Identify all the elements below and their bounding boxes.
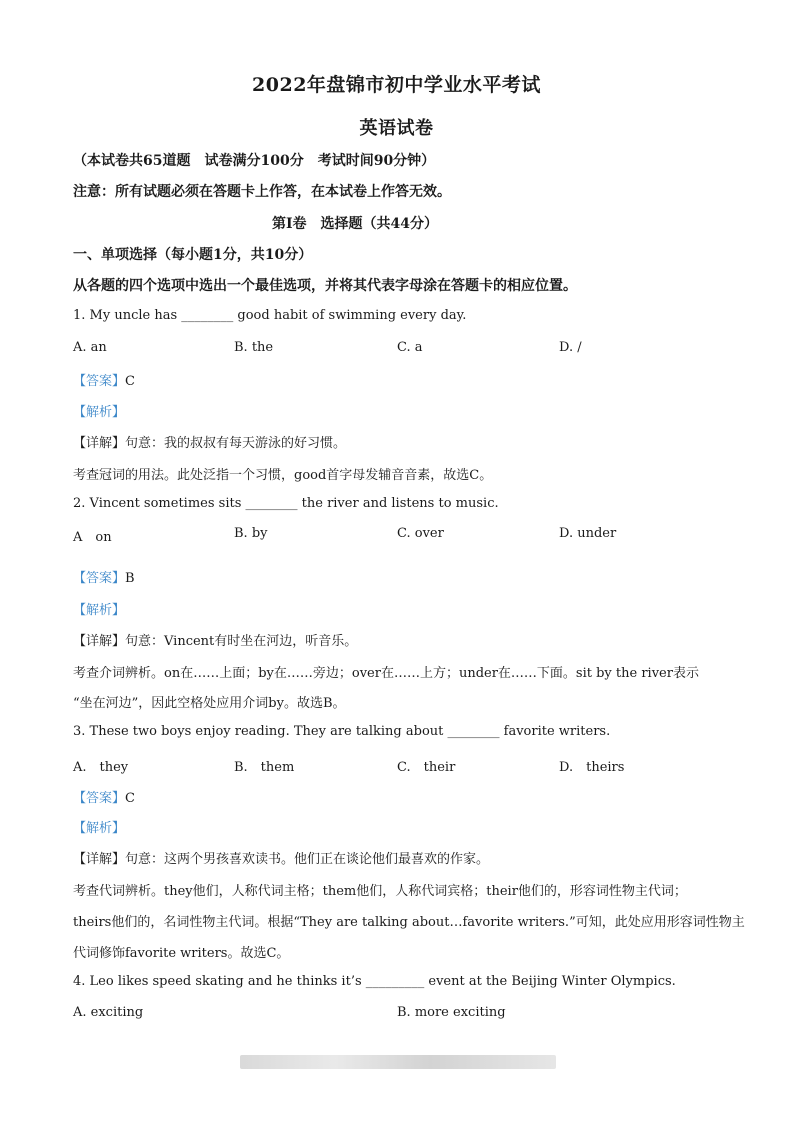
section-heading: 一、单项选择（每小题1分，共10分） bbox=[73, 247, 313, 263]
question-2-explain-1: 考查介词辨析。on在……上面；by在……旁边；over在……上方；under在……下面。sit by the river表示 bbox=[73, 666, 699, 681]
question-3-option-b: B. them bbox=[234, 760, 295, 775]
question-1-option-b: B. the bbox=[234, 340, 274, 355]
question-3-detail bbox=[73, 848, 489, 867]
exam-notice: 注意：所有试题必须在答题卡上作答，在本试卷上作答无效。 bbox=[73, 184, 451, 200]
question-3-option-d: D. theirs bbox=[559, 760, 625, 775]
answer-value: B bbox=[125, 571, 135, 586]
question-2-stem: 2. Vincent sometimes sits ________ the river and listens to music. bbox=[73, 496, 499, 511]
question-2-option-b: B. by bbox=[234, 526, 268, 541]
question-4-option-b: B. more exciting bbox=[397, 1005, 506, 1020]
question-3-analysis-label: 【解析】 bbox=[73, 821, 126, 836]
question-3-stem: 3. These two boys enjoy reading. They are talking about ________ favorite writers. bbox=[73, 724, 611, 739]
question-1-option-d: D. / bbox=[559, 340, 582, 355]
question-2-detail bbox=[73, 630, 357, 649]
question-1-stem: 1. My uncle has ________ good habit of swimming every day. bbox=[73, 308, 467, 323]
question-1-option-a: A. an bbox=[73, 340, 107, 355]
question-3-answer bbox=[73, 787, 135, 806]
detail-text: 句意：Vincent有时坐在河边，听音乐。 bbox=[125, 634, 358, 649]
detail-text: 句意：这两个男孩喜欢读书。他们正在谈论他们最喜欢的作家。 bbox=[125, 852, 490, 867]
question-3-explain-3: 代词修饰favorite writers。故选C。 bbox=[73, 946, 290, 961]
answer-value: C bbox=[125, 791, 135, 806]
question-3-option-a: A. they bbox=[73, 760, 129, 775]
question-2-option-c: C. over bbox=[397, 526, 444, 541]
question-1-detail bbox=[73, 432, 346, 451]
question-1-answer bbox=[73, 370, 135, 389]
exam-info: （本试卷共65道题 试卷满分100分 考试时间90分钟） bbox=[73, 153, 436, 169]
question-3-explain-1: 考查代词辨析。they他们，人称代词主格；them他们，人称代词宾格；their他们的，形容词性物主代词； bbox=[73, 884, 687, 899]
question-1-explain-1: 考查冠词的用法。此处泛指一个习惯，good首字母发辅音音素，故选C。 bbox=[73, 468, 493, 483]
question-4-option-a: A. exciting bbox=[73, 1005, 144, 1020]
question-3-option-c: C. their bbox=[397, 760, 456, 775]
page-title: 2022年盘锦市初中学业水平考试 bbox=[252, 74, 541, 96]
section-instruction: 从各题的四个选项中选出一个最佳选项，并将其代表字母涂在答题卡的相应位置。 bbox=[73, 278, 577, 294]
question-3-explain-2: theirs他们的，名词性物主代词。根据“They are talking about…favorite writers.”可知，此处应用形容词性物主 bbox=[73, 915, 745, 930]
answer-value: C bbox=[125, 374, 135, 389]
detail-label: 【详解】 bbox=[73, 436, 126, 451]
page-subtitle: 英语试卷 bbox=[359, 118, 434, 139]
question-1-option-c: C. a bbox=[397, 340, 423, 355]
question-2-answer bbox=[73, 567, 135, 586]
question-1-analysis-label: 【解析】 bbox=[73, 405, 126, 420]
question-2-option-a: A on bbox=[73, 530, 112, 545]
detail-text: 句意：我的叔叔有每天游泳的好习惯。 bbox=[125, 436, 347, 451]
answer-label: 【答案】 bbox=[73, 571, 126, 586]
question-2-explain-2: “坐在河边”，因此空格处应用介词by。故选B。 bbox=[73, 696, 346, 711]
footer-watermark bbox=[240, 1055, 556, 1069]
question-4-stem: 4. Leo likes speed skating and he thinks it’s _________ event at the Beijing Winter Olympics. bbox=[73, 974, 676, 989]
question-2-analysis-label: 【解析】 bbox=[73, 603, 126, 618]
answer-label: 【答案】 bbox=[73, 374, 126, 389]
answer-label: 【答案】 bbox=[73, 791, 126, 806]
detail-label: 【详解】 bbox=[73, 634, 126, 649]
question-2-option-d: D. under bbox=[559, 526, 617, 541]
volume-heading: 第Ⅰ卷 选择题（共44分） bbox=[272, 216, 439, 232]
detail-label: 【详解】 bbox=[73, 852, 126, 867]
